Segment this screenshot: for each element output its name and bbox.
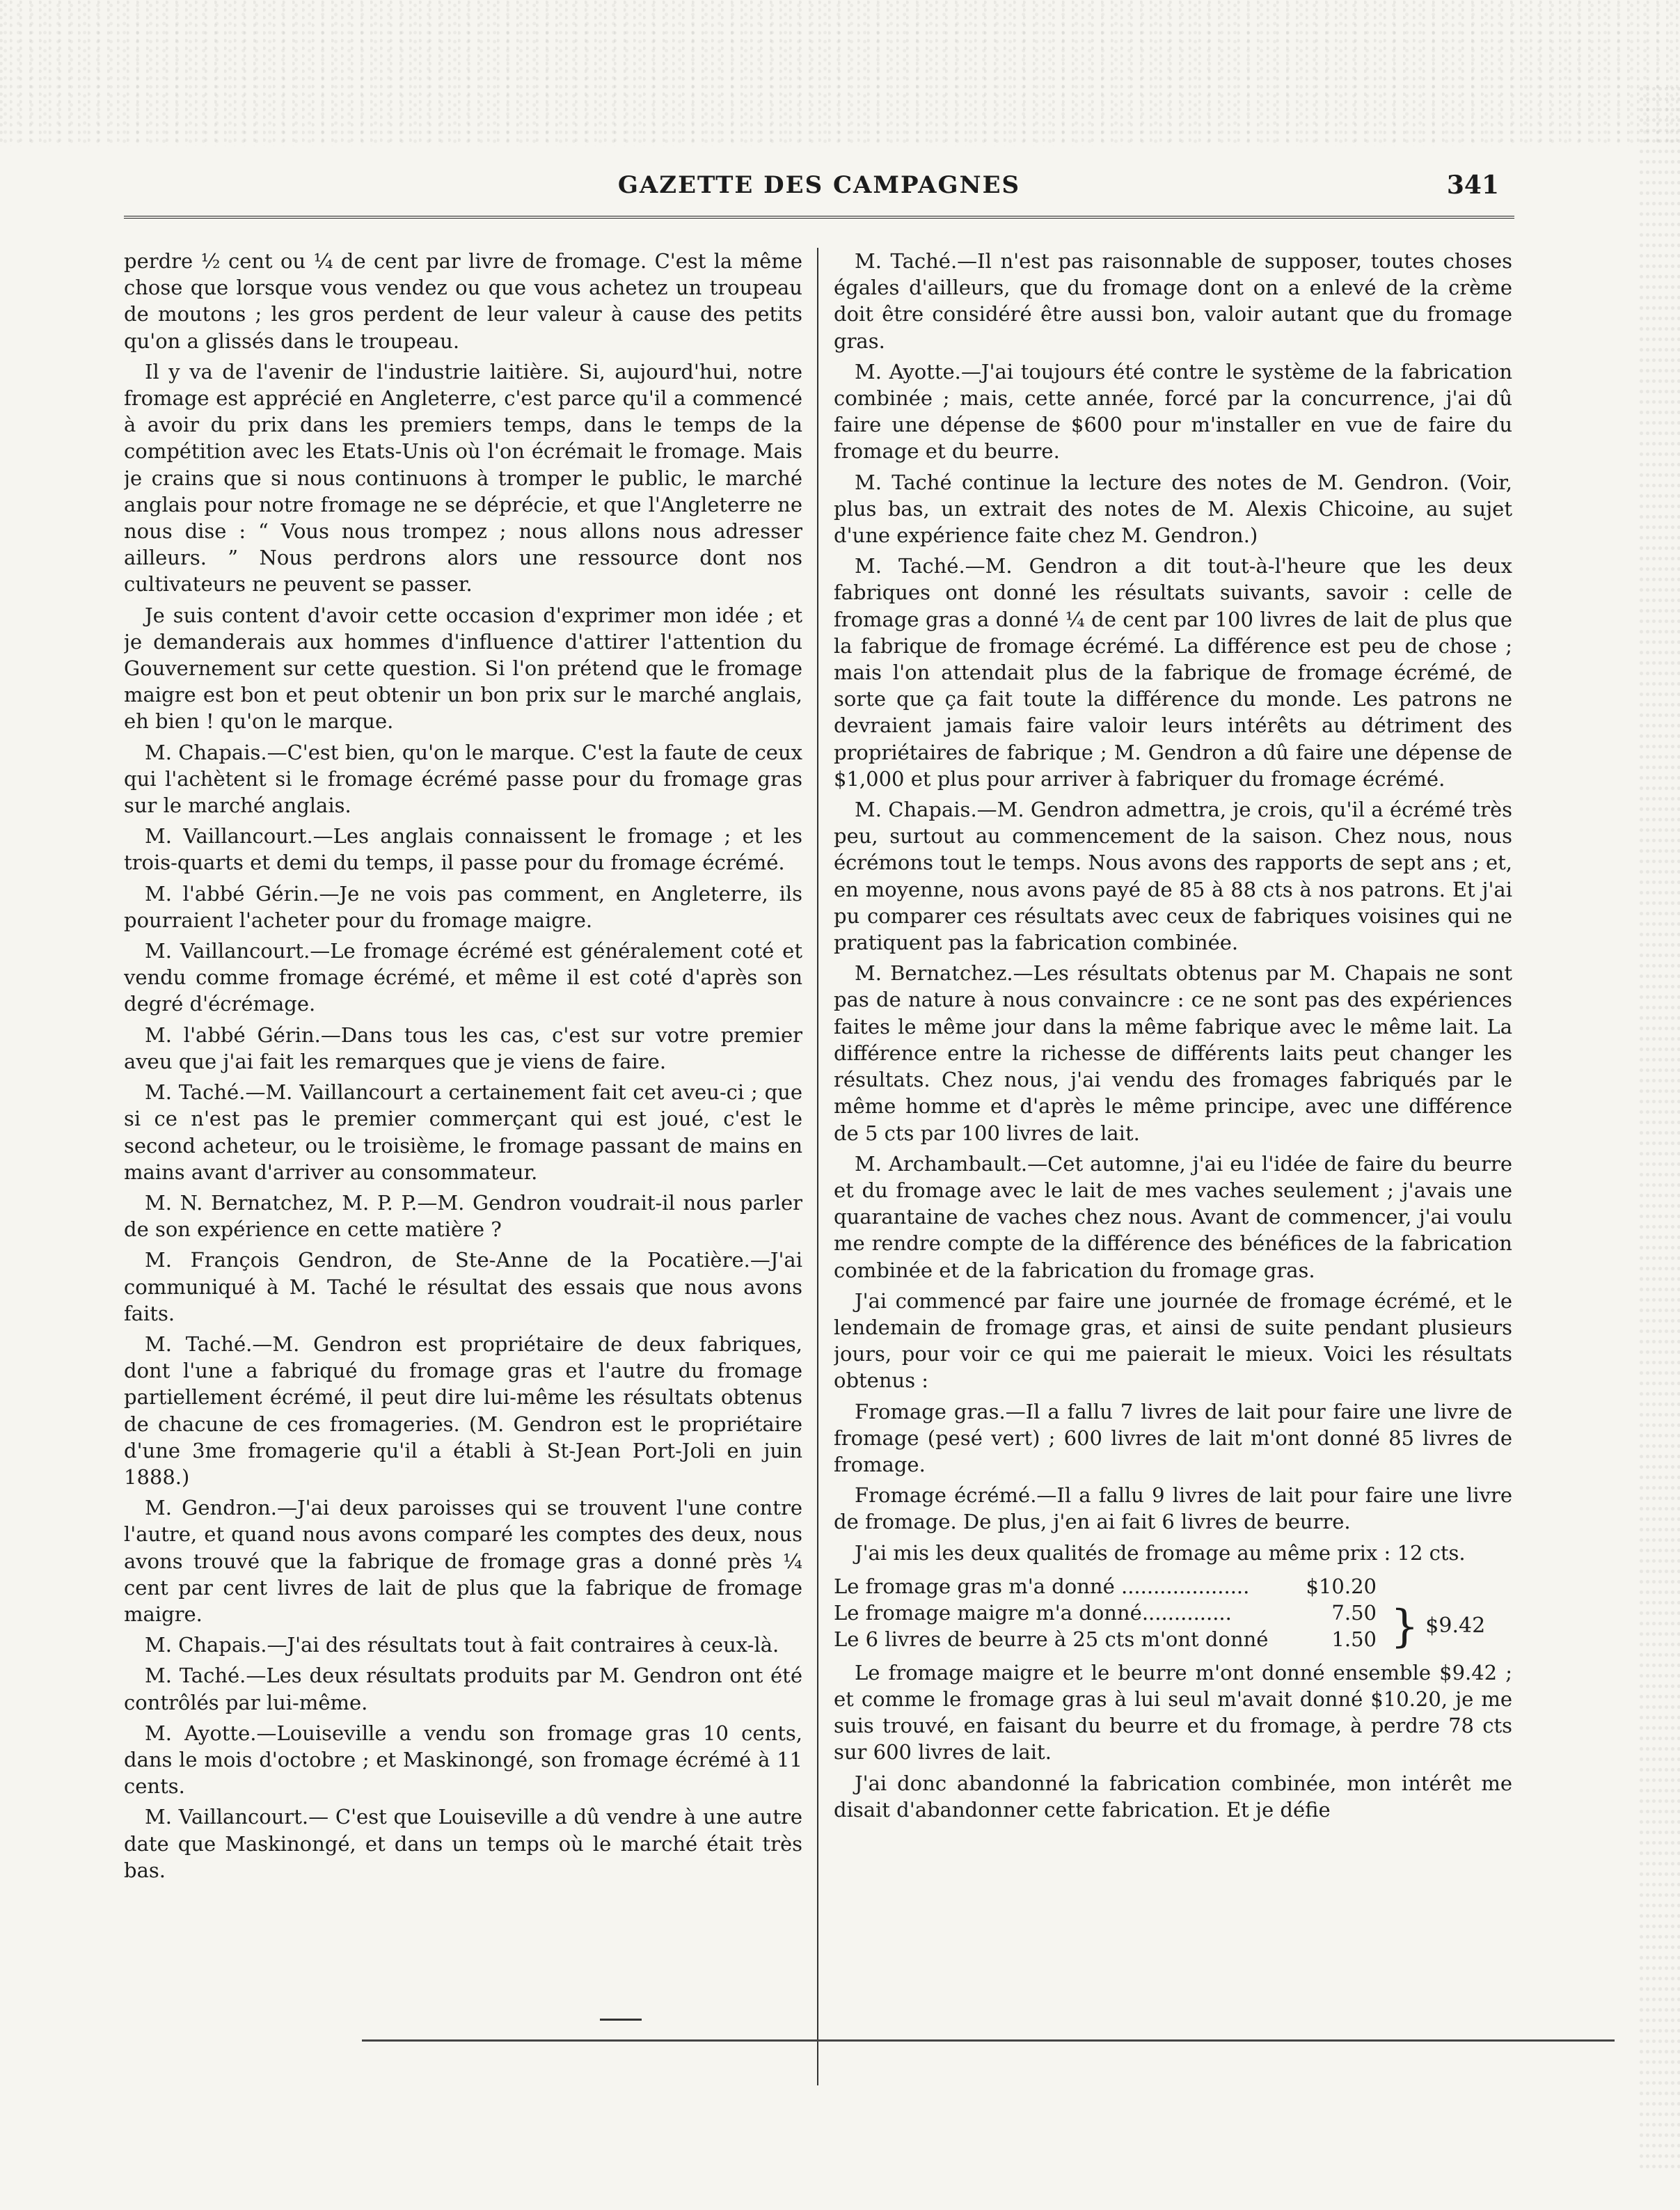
paragraph: M. Gendron.—J'ai deux paroisses qui se trouvent l'une contre l'autre, et quand nous avons comparé les comptes des deux, nous avons trouvé que la fabrique de fromage gras a donné près ¼ cent par cent livres de lait de plus que la fabrique de fromage maigre.	[124, 1496, 802, 1626]
paragraph: J'ai commencé par faire une journée de fromage écrémé, et le lendemain de fromage gras, et ainsi de suite pendant plusieurs jours, pour voir ce qui me paierait le mieux. Voici les résultats obtenus :	[834, 1288, 1512, 1393]
scan-noise-right	[1638, 84, 1680, 2172]
running-title: GAZETTE DES CAMPAGNES	[617, 171, 1021, 199]
newspaper-page	[124, 164, 1514, 2141]
paragraph: perdre ½ cent ou ¼ de cent par livre de fromage. C'est la même chose que lorsque vous vendez ou que vous achetez un troupeau de moutons ; les gros perdent de leur valeur à cause des petits qu'on a glissés dans le troupeau.	[124, 249, 802, 353]
figure-row	[834, 1573, 1377, 1600]
figure-label: Le fromage gras m'a donné ....................	[834, 1574, 1250, 1598]
paragraph: M. François Gendron, de Ste-Anne de la Pocatière.—J'ai communiqué à M. Taché le résultat des essais que nous avons faits.	[124, 1248, 802, 1325]
paragraph: M. Vaillancourt.—Le fromage écrémé est généralement coté et vendu comme fromage écrémé, et même il est coté d'après son degré d'écrémage.	[124, 939, 802, 1016]
figure-total	[1390, 1600, 1485, 1653]
scan-noise-top	[0, 0, 1680, 146]
paragraph: M. Vaillancourt.—Les anglais connaissent le fromage ; et les trois-quarts et demi du temps, il passe pour du fromage écrémé.	[124, 824, 802, 875]
page-number: 341	[1446, 171, 1499, 200]
paragraph: J'ai donc abandonné la fabrication combinée, mon intérêt me disait d'abandonner cette fabrication. Et je défie	[834, 1771, 1512, 1822]
paragraph: M. Taché.—Les deux résultats produits par M. Gendron ont été contrôlés par lui-même.	[124, 1664, 802, 1714]
figure-total-value: $9.42	[1425, 1613, 1486, 1638]
figure-row	[834, 1600, 1377, 1626]
figure-value: $10.20	[1306, 1574, 1377, 1598]
paragraph: M. Ayotte.—J'ai toujours été contre le système de la fabrication combinée ; mais, cette année, forcé par la concurrence, j'ai dû faire une dépense de $600 pour m'installer en vue de faire du fromage et du beurre.	[834, 359, 1512, 464]
paragraph: Fromage gras.—Il a fallu 7 livres de lait pour faire une livre de fromage (pesé vert) ; 600 livres de lait m'ont donné 85 livres de fromage.	[834, 1399, 1512, 1476]
paragraph: M. Chapais.—M. Gendron admettra, je crois, qu'il a écrémé très peu, surtout au commencement de la saison. Chez nous, nous écrémons tout le temps. Nous avons des rapports de sept ans ; et, en moyenne, nous avons payé de 85 à 88 cts à nos patrons. Et j'ai pu comparer ces résultats avec ceux de fabriques voisines qui ne pratiquent pas la fabrication combinée.	[834, 798, 1512, 955]
figure-value: 7.50	[1331, 1600, 1377, 1625]
paragraph: M. Archambault.—Cet automne, j'ai eu l'idée de faire du beurre et du fromage avec le lait de mes vaches seulement ; j'avais une quarantaine de vaches chez nous. Avant de commencer, j'ai voulu me rendre compte de la différence des bénéfices de la fabrication combinée et de la fabrication du fromage gras.	[834, 1151, 1512, 1282]
column-divider	[817, 248, 818, 2085]
paragraph: M. Taché continue la lecture des notes de M. Gendron. (Voir, plus bas, un extrait des notes de M. Alexis Chicoine, au sujet d'une expérience faite chez M. Gendron.)	[834, 470, 1512, 548]
paragraph: Je suis content d'avoir cette occasion d'exprimer mon idée ; et je demanderais aux hommes d'influence d'attirer l'attention du Gouvernement sur cette question. Si l'on prétend que le fromage maigre est bon et peut obtenir un bon prix sur le marché anglais, eh bien ! qu'on le marque.	[124, 603, 802, 734]
paragraph: Le fromage maigre et le beurre m'ont donné ensemble $9.42 ; et comme le fromage gras à lui seul m'avait donné $10.20, je me suis trouvé, en faisant du beurre et du fromage, à perdre 78 cts sur 600 livres de lait.	[834, 1660, 1512, 1765]
brace-icon: }	[1390, 1600, 1419, 1652]
paragraph: M. l'abbé Gérin.—Dans tous les cas, c'est sur votre premier aveu que j'ai fait les remarques que je viens de faire.	[124, 1023, 802, 1073]
paragraph: M. l'abbé Gérin.—Je ne vois pas comment, en Angleterre, ils pourraient l'acheter pour du fromage maigre.	[124, 881, 802, 932]
paragraph: Fromage écrémé.—Il a fallu 9 livres de lait pour faire une livre de fromage. De plus, j'en ai fait 6 livres de beurre.	[834, 1483, 1512, 1534]
figure-value: 1.50	[1331, 1627, 1377, 1651]
paragraph: M. Chapais.—J'ai des résultats tout à fait contraires à ceux-là.	[145, 1633, 779, 1657]
paragraph: M. Bernatchez.—Les résultats obtenus par M. Chapais ne sont pas de nature à nous convaincre : ce ne sont pas des expériences faites le même jour dans la même fabrique avec le même lait. La différence entre la richesse de différents laits peut changer les résultats. Chez nous, j'ai vendu des fromages fabriqués par le même homme et d'après le même principe, avec une différence de 5 cts par 100 livres de lait.	[834, 961, 1512, 1145]
footer-rule	[362, 2039, 1615, 2042]
figure-label: Le fromage maigre m'a donné..............	[834, 1600, 1232, 1625]
footer-mark	[600, 2019, 642, 2021]
paragraph: M. Vaillancourt.— C'est que Louiseville a dû vendre à une autre date que Maskinongé, et dans un temps où le marché était très bas.	[124, 1805, 802, 1882]
body-columns	[124, 248, 1514, 2085]
figure-label: Le 6 livres de beurre à 25 cts m'ont donné	[834, 1627, 1269, 1651]
paragraph: M. Chapais.—C'est bien, qu'on le marque. C'est la faute de ceux qui l'achètent si le fromage écrémé passe pour du fromage gras sur le marché anglais.	[124, 740, 802, 818]
right-column	[834, 248, 1512, 2085]
paragraph: J'ai mis les deux qualités de fromage au même prix : 12 cts.	[855, 1540, 1466, 1565]
paragraph: M. Taché.—M. Vaillancourt a certainement fait cet aveu-ci ; que si ce n'est pas le premier commerçant qui est joué, c'est le second acheteur, ou le troisième, le fromage passant de mains en mains avant d'arriver au consommateur.	[124, 1080, 802, 1184]
paragraph: M. Taché.—M. Gendron a dit tout-à-l'heure que les deux fabriques ont donné les résultats suivants, savoir : celle de fromage gras a donné ¼ de cent par 100 livres de lait de plus que la fabrique de fromage écrémé. La différence est peu de chose ; mais l'on attendait plus de la fabrique de fromage écrémé, de sorte que ça fait toute la différence du monde. Les patrons ne devraient jamais faire valoir leurs intérêts au détriment des propriétaires de fabrique ; M. Gendron a dû faire une dépense de $1,000 et plus pour arriver à fabriquer du fromage écrémé.	[834, 554, 1512, 791]
page-header	[124, 164, 1514, 213]
paragraph: Il y va de l'avenir de l'industrie laitière. Si, aujourd'hui, notre fromage est apprécié en Angleterre, c'est parce qu'il a commencé à avoir du prix dans les premiers temps, dans le temps de la compétition avec les Etats-Unis où l'on écrémait le fromage. Mais je crains que si nous continuons à tromper le public, le marché anglais pour notre fromage ne se déprécie, et que l'Angleterre ne nous dise : “ Vous nous trompez ; nous allons nous adresser ailleurs. ” Nous perdrons alors une ressource dont nos cultivateurs ne peuvent se passer.	[124, 359, 802, 597]
paragraph: M. Taché.—M. Gendron est propriétaire de deux fabriques, dont l'une a fabriqué du fromage gras et l'autre du fromage partiellement écrémé, il peut dire lui-même les résultats obtenus de chacune de ces fromageries. (M. Gendron est le propriétaire d'une 3me fromagerie qu'il a établi à St-Jean Port-Joli en juin 1888.)	[124, 1332, 802, 1489]
paragraph: M. Ayotte.—Louiseville a vendu son fromage gras 10 cents, dans le mois d'octobre ; et Maskinongé, son fromage écrémé à 11 cents.	[124, 1721, 802, 1799]
header-rule	[124, 216, 1514, 219]
figure-row	[834, 1626, 1377, 1652]
paragraph: M. N. Bernatchez, M. P. P.—M. Gendron voudrait-il nous parler de son expérience en cette matière ?	[124, 1190, 802, 1242]
left-column	[124, 248, 802, 2085]
paragraph: M. Taché.—Il n'est pas raisonnable de supposer, toutes choses égales d'ailleurs, que du fromage dont on a enlevé de la crème doit être considéré être aussi bon, valoir autant que du fromage gras.	[834, 249, 1512, 353]
results-figures	[834, 1573, 1512, 1652]
